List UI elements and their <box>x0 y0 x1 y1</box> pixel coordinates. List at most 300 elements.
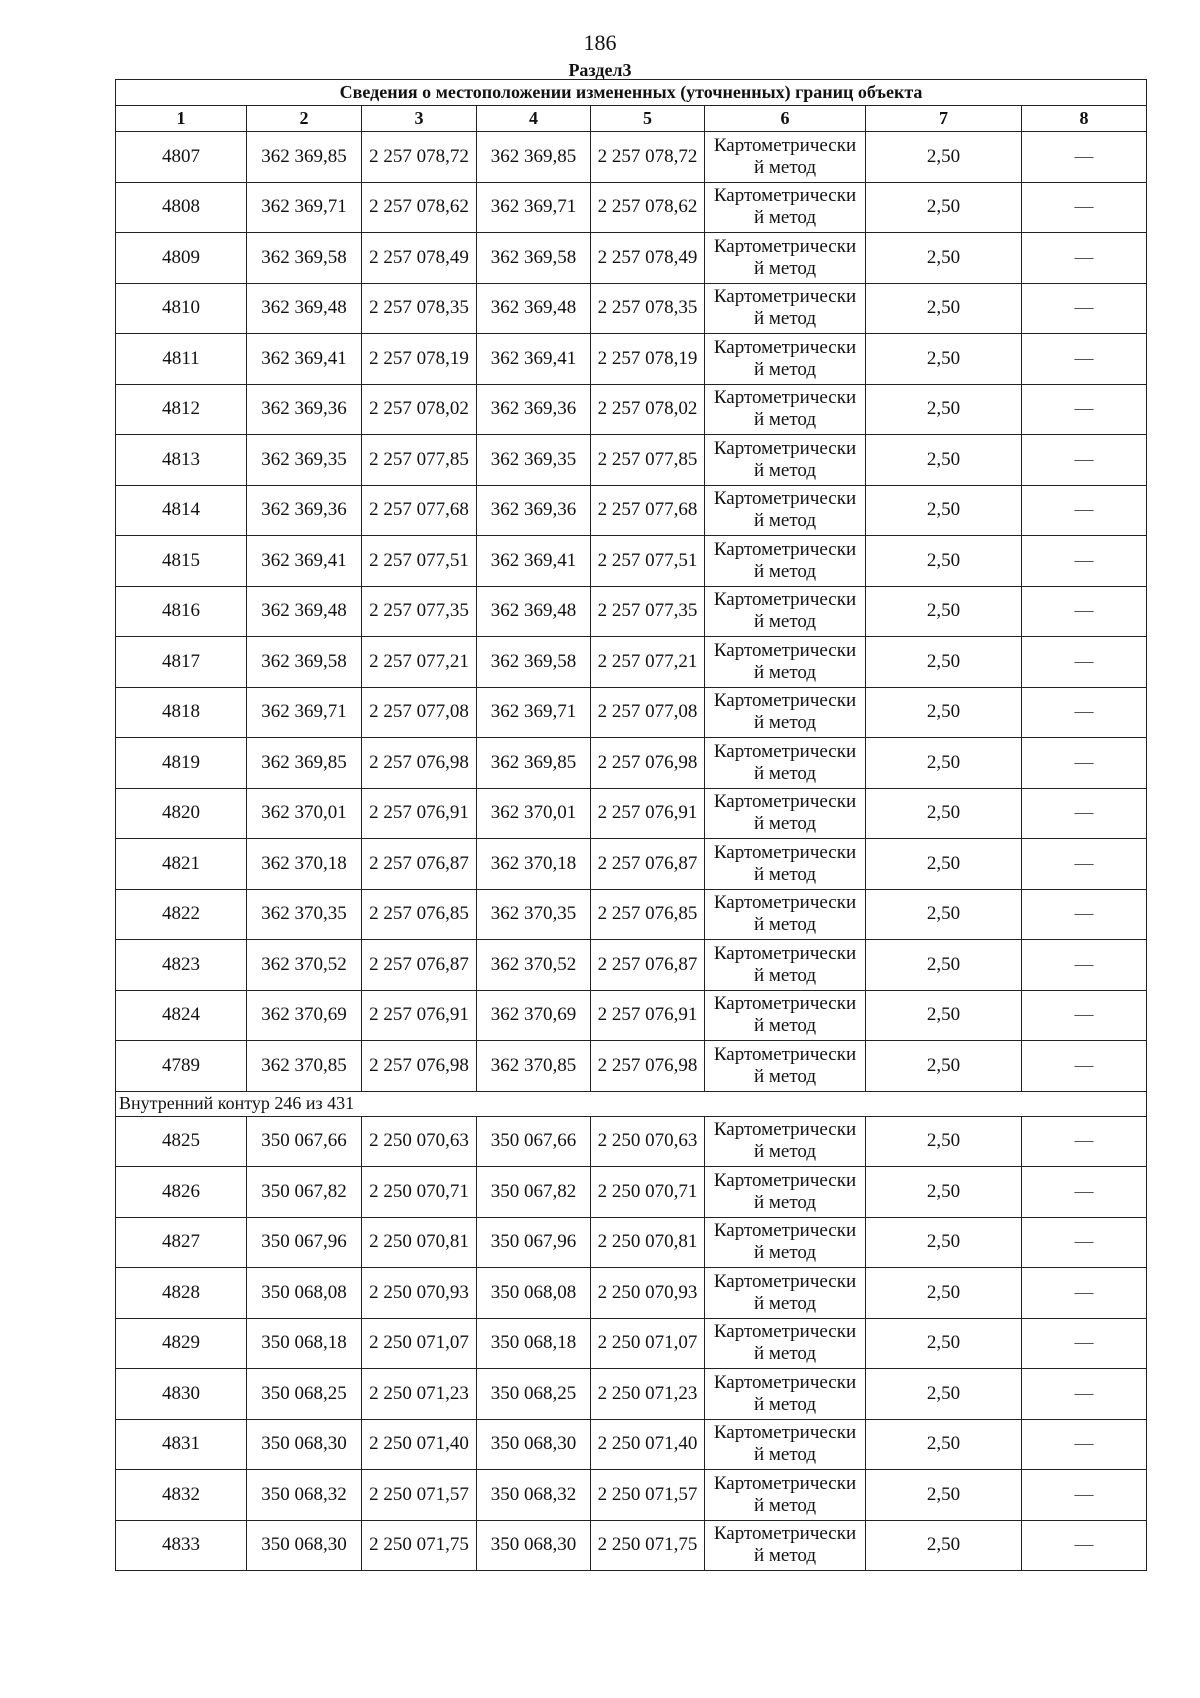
y-old-cell: 2 257 078,62 <box>362 182 477 233</box>
y-old-cell: 2 257 076,91 <box>362 788 477 839</box>
method-line: Картометрически <box>713 589 857 611</box>
y-old-cell: 2 257 076,98 <box>362 1041 477 1092</box>
x-old-cell: 362 370,69 <box>247 990 362 1041</box>
table-row <box>116 182 1147 233</box>
table-row <box>116 1041 1147 1092</box>
table-row <box>116 384 1147 435</box>
accuracy-cell: 2,50 <box>866 132 1022 183</box>
description-cell: — <box>1022 283 1147 334</box>
point-number-cell: 4810 <box>116 283 247 334</box>
table-row <box>116 233 1147 284</box>
point-number-cell: 4823 <box>116 940 247 991</box>
method-line: Картометрически <box>713 387 857 409</box>
table-row <box>116 1318 1147 1369</box>
table-row <box>116 940 1147 991</box>
accuracy-cell: 2,50 <box>866 1217 1022 1268</box>
description-cell: — <box>1022 536 1147 587</box>
method-cell <box>705 839 866 890</box>
description-cell: — <box>1022 384 1147 435</box>
x-old-cell: 350 067,66 <box>247 1116 362 1167</box>
x-old-cell: 362 369,85 <box>247 738 362 789</box>
method-cell <box>705 990 866 1041</box>
method-line: Картометрически <box>713 1169 857 1191</box>
method-line: Картометрически <box>713 134 857 156</box>
accuracy-cell: 2,50 <box>866 1419 1022 1470</box>
y-old-cell: 2 257 078,72 <box>362 132 477 183</box>
method-line: Картометрически <box>713 791 857 813</box>
table-row <box>116 990 1147 1041</box>
accuracy-cell: 2,50 <box>866 1318 1022 1369</box>
method-line: й метод <box>753 611 817 633</box>
method-cell <box>705 485 866 536</box>
x-new-cell: 362 369,48 <box>477 283 591 334</box>
method-line: Картометрически <box>713 1371 857 1393</box>
description-cell: — <box>1022 687 1147 738</box>
column-number: 7 <box>866 106 1022 132</box>
point-number-cell: 4812 <box>116 384 247 435</box>
method-line: Картометрически <box>713 993 857 1015</box>
point-number-cell: 4826 <box>116 1167 247 1218</box>
description-cell: — <box>1022 738 1147 789</box>
point-number-cell: 4809 <box>116 233 247 284</box>
x-new-cell: 350 068,30 <box>477 1520 591 1571</box>
method-cell <box>705 283 866 334</box>
accuracy-cell: 2,50 <box>866 687 1022 738</box>
x-new-cell: 362 370,52 <box>477 940 591 991</box>
x-new-cell: 362 369,48 <box>477 586 591 637</box>
y-new-cell: 2 257 076,87 <box>591 839 705 890</box>
method-cell <box>705 182 866 233</box>
table-row <box>116 536 1147 587</box>
y-new-cell: 2 250 070,63 <box>591 1116 705 1167</box>
point-number-cell: 4811 <box>116 334 247 385</box>
method-line: й метод <box>753 156 817 178</box>
y-old-cell: 2 250 070,93 <box>362 1268 477 1319</box>
x-new-cell: 362 369,71 <box>477 182 591 233</box>
y-old-cell: 2 257 078,02 <box>362 384 477 435</box>
x-old-cell: 362 369,71 <box>247 182 362 233</box>
point-number-cell: 4831 <box>116 1419 247 1470</box>
point-number-cell: 4820 <box>116 788 247 839</box>
table-row <box>116 435 1147 486</box>
method-cell <box>705 940 866 991</box>
x-old-cell: 362 370,18 <box>247 839 362 890</box>
x-new-cell: 362 369,35 <box>477 435 591 486</box>
table-row <box>116 283 1147 334</box>
accuracy-cell: 2,50 <box>866 384 1022 435</box>
y-old-cell: 2 257 077,85 <box>362 435 477 486</box>
description-cell: — <box>1022 1419 1147 1470</box>
x-old-cell: 350 068,25 <box>247 1369 362 1420</box>
method-cell <box>705 132 866 183</box>
method-line: й метод <box>753 510 817 532</box>
column-number: 2 <box>247 106 362 132</box>
method-cell <box>705 435 866 486</box>
x-old-cell: 350 068,30 <box>247 1520 362 1571</box>
y-old-cell: 2 250 071,23 <box>362 1369 477 1420</box>
table-row <box>116 1419 1147 1470</box>
y-new-cell: 2 257 077,35 <box>591 586 705 637</box>
method-cell <box>705 1041 866 1092</box>
method-line: й метод <box>753 560 817 582</box>
accuracy-cell: 2,50 <box>866 940 1022 991</box>
table-row <box>116 1217 1147 1268</box>
accuracy-cell: 2,50 <box>866 435 1022 486</box>
y-old-cell: 2 257 077,51 <box>362 536 477 587</box>
method-line: й метод <box>753 1065 817 1087</box>
contour-label: Внутренний контур 246 из 431 <box>116 1091 1147 1116</box>
method-cell <box>705 586 866 637</box>
accuracy-cell: 2,50 <box>866 283 1022 334</box>
method-line: Картометрически <box>713 336 857 358</box>
y-old-cell: 2 257 076,91 <box>362 990 477 1041</box>
x-old-cell: 350 067,96 <box>247 1217 362 1268</box>
table-row <box>116 889 1147 940</box>
column-number: 8 <box>1022 106 1147 132</box>
y-new-cell: 2 257 078,19 <box>591 334 705 385</box>
method-cell <box>705 788 866 839</box>
x-old-cell: 362 369,85 <box>247 132 362 183</box>
table-row <box>116 687 1147 738</box>
method-cell <box>705 1419 866 1470</box>
method-line: й метод <box>753 762 817 784</box>
method-line: й метод <box>753 358 817 380</box>
y-new-cell: 2 250 071,75 <box>591 1520 705 1571</box>
description-cell: — <box>1022 1116 1147 1167</box>
table-row <box>116 738 1147 789</box>
method-line: й метод <box>753 813 817 835</box>
x-new-cell: 362 369,58 <box>477 637 591 688</box>
table-row <box>116 485 1147 536</box>
y-old-cell: 2 257 077,08 <box>362 687 477 738</box>
y-new-cell: 2 257 078,35 <box>591 283 705 334</box>
method-line: Картометрически <box>713 185 857 207</box>
y-new-cell: 2 257 078,02 <box>591 384 705 435</box>
method-line: Картометрически <box>713 690 857 712</box>
x-new-cell: 362 369,58 <box>477 233 591 284</box>
method-cell <box>705 637 866 688</box>
table-row <box>116 586 1147 637</box>
accuracy-cell: 2,50 <box>866 889 1022 940</box>
y-new-cell: 2 257 078,72 <box>591 132 705 183</box>
x-new-cell: 350 068,25 <box>477 1369 591 1420</box>
method-line: й метод <box>753 1141 817 1163</box>
point-number-cell: 4807 <box>116 132 247 183</box>
y-old-cell: 2 257 077,21 <box>362 637 477 688</box>
method-cell <box>705 1520 866 1571</box>
point-number-cell: 4815 <box>116 536 247 587</box>
y-new-cell: 2 250 070,93 <box>591 1268 705 1319</box>
point-number-cell: 4816 <box>116 586 247 637</box>
table-row <box>116 1470 1147 1521</box>
method-line: Картометрически <box>713 1270 857 1292</box>
description-cell: — <box>1022 334 1147 385</box>
x-old-cell: 350 068,32 <box>247 1470 362 1521</box>
accuracy-cell: 2,50 <box>866 1041 1022 1092</box>
description-cell: — <box>1022 1167 1147 1218</box>
y-old-cell: 2 257 076,98 <box>362 738 477 789</box>
table-row <box>116 637 1147 688</box>
accuracy-cell: 2,50 <box>866 1167 1022 1218</box>
x-old-cell: 362 370,85 <box>247 1041 362 1092</box>
accuracy-cell: 2,50 <box>866 586 1022 637</box>
x-old-cell: 362 369,41 <box>247 536 362 587</box>
method-line: й метод <box>753 661 817 683</box>
description-cell: — <box>1022 435 1147 486</box>
method-line: й метод <box>753 712 817 734</box>
description-cell: — <box>1022 233 1147 284</box>
y-old-cell: 2 250 070,63 <box>362 1116 477 1167</box>
description-cell: — <box>1022 1369 1147 1420</box>
x-new-cell: 362 370,18 <box>477 839 591 890</box>
x-new-cell: 350 068,32 <box>477 1470 591 1521</box>
y-new-cell: 2 257 077,85 <box>591 435 705 486</box>
table-row <box>116 132 1147 183</box>
y-old-cell: 2 250 070,81 <box>362 1217 477 1268</box>
method-line: й метод <box>753 1494 817 1516</box>
table-title: Сведения о местоположении измененных (уточненных) границ объекта <box>116 80 1147 106</box>
method-cell <box>705 1217 866 1268</box>
accuracy-cell: 2,50 <box>866 1116 1022 1167</box>
table-row <box>116 1116 1147 1167</box>
description-cell: — <box>1022 1318 1147 1369</box>
column-number: 6 <box>705 106 866 132</box>
x-old-cell: 362 369,48 <box>247 283 362 334</box>
y-new-cell: 2 250 071,07 <box>591 1318 705 1369</box>
method-line: Картометрически <box>713 1321 857 1343</box>
method-line: й метод <box>753 1343 817 1365</box>
point-number-cell: 4817 <box>116 637 247 688</box>
accuracy-cell: 2,50 <box>866 1520 1022 1571</box>
method-cell <box>705 1318 866 1369</box>
accuracy-cell: 2,50 <box>866 182 1022 233</box>
method-line: й метод <box>753 1444 817 1466</box>
method-cell <box>705 334 866 385</box>
x-old-cell: 362 369,36 <box>247 485 362 536</box>
point-number-cell: 4832 <box>116 1470 247 1521</box>
y-new-cell: 2 257 076,87 <box>591 940 705 991</box>
method-cell <box>705 1116 866 1167</box>
point-number-cell: 4808 <box>116 182 247 233</box>
x-old-cell: 362 370,52 <box>247 940 362 991</box>
section-label: Раздел3 <box>568 60 632 80</box>
x-new-cell: 350 067,66 <box>477 1116 591 1167</box>
table-row <box>116 1268 1147 1319</box>
description-cell: — <box>1022 182 1147 233</box>
point-number-cell: 4821 <box>116 839 247 890</box>
x-old-cell: 362 369,48 <box>247 586 362 637</box>
method-line: й метод <box>753 1292 817 1314</box>
method-line: й метод <box>753 207 817 229</box>
x-new-cell: 362 370,35 <box>477 889 591 940</box>
point-number-cell: 4833 <box>116 1520 247 1571</box>
x-old-cell: 362 369,71 <box>247 687 362 738</box>
method-cell <box>705 1470 866 1521</box>
method-line: й метод <box>753 1242 817 1264</box>
x-old-cell: 350 068,08 <box>247 1268 362 1319</box>
method-line: й метод <box>753 308 817 330</box>
method-line: Картометрически <box>713 437 857 459</box>
method-line: й метод <box>753 257 817 279</box>
point-number-cell: 4827 <box>116 1217 247 1268</box>
description-cell: — <box>1022 586 1147 637</box>
y-new-cell: 2 257 076,98 <box>591 738 705 789</box>
x-new-cell: 350 068,30 <box>477 1419 591 1470</box>
x-new-cell: 362 369,41 <box>477 536 591 587</box>
method-cell <box>705 1369 866 1420</box>
x-old-cell: 362 370,35 <box>247 889 362 940</box>
y-old-cell: 2 257 078,19 <box>362 334 477 385</box>
method-cell <box>705 687 866 738</box>
x-new-cell: 362 369,85 <box>477 738 591 789</box>
y-old-cell: 2 250 071,40 <box>362 1419 477 1470</box>
method-cell <box>705 384 866 435</box>
point-number-cell: 4828 <box>116 1268 247 1319</box>
accuracy-cell: 2,50 <box>866 233 1022 284</box>
method-line: Картометрически <box>713 1043 857 1065</box>
accuracy-cell: 2,50 <box>866 990 1022 1041</box>
table-row <box>116 1520 1147 1571</box>
y-old-cell: 2 257 076,87 <box>362 940 477 991</box>
method-line: Картометрически <box>713 841 857 863</box>
description-cell: — <box>1022 788 1147 839</box>
table-title-row <box>116 80 1147 106</box>
table-row <box>116 1369 1147 1420</box>
accuracy-cell: 2,50 <box>866 839 1022 890</box>
description-cell: — <box>1022 940 1147 991</box>
x-new-cell: 350 068,18 <box>477 1318 591 1369</box>
accuracy-cell: 2,50 <box>866 536 1022 587</box>
method-line: й метод <box>753 863 817 885</box>
y-old-cell: 2 257 076,85 <box>362 889 477 940</box>
accuracy-cell: 2,50 <box>866 637 1022 688</box>
method-line: Картометрически <box>713 1472 857 1494</box>
method-line: й метод <box>753 1393 817 1415</box>
y-new-cell: 2 250 071,57 <box>591 1470 705 1521</box>
table-row <box>116 334 1147 385</box>
column-number: 1 <box>116 106 247 132</box>
x-new-cell: 362 370,69 <box>477 990 591 1041</box>
y-new-cell: 2 257 078,49 <box>591 233 705 284</box>
point-number-cell: 4822 <box>116 889 247 940</box>
x-new-cell: 362 369,41 <box>477 334 591 385</box>
method-line: й метод <box>753 914 817 936</box>
x-new-cell: 362 369,71 <box>477 687 591 738</box>
accuracy-cell: 2,50 <box>866 334 1022 385</box>
y-new-cell: 2 250 071,40 <box>591 1419 705 1470</box>
description-cell: — <box>1022 485 1147 536</box>
description-cell: — <box>1022 1268 1147 1319</box>
x-old-cell: 350 068,18 <box>247 1318 362 1369</box>
y-new-cell: 2 257 078,62 <box>591 182 705 233</box>
point-number-cell: 4814 <box>116 485 247 536</box>
column-number-row <box>116 106 1147 132</box>
contour-label-row <box>116 1091 1147 1116</box>
description-cell: — <box>1022 637 1147 688</box>
y-new-cell: 2 250 070,81 <box>591 1217 705 1268</box>
method-line: Картометрически <box>713 488 857 510</box>
column-number: 5 <box>591 106 705 132</box>
y-new-cell: 2 257 076,91 <box>591 990 705 1041</box>
table-row <box>116 1167 1147 1218</box>
x-new-cell: 350 067,96 <box>477 1217 591 1268</box>
method-line: Картометрически <box>713 235 857 257</box>
y-old-cell: 2 257 076,87 <box>362 839 477 890</box>
point-number-cell: 4789 <box>116 1041 247 1092</box>
accuracy-cell: 2,50 <box>866 1470 1022 1521</box>
column-number: 4 <box>477 106 591 132</box>
accuracy-cell: 2,50 <box>866 738 1022 789</box>
method-line: Картометрически <box>713 286 857 308</box>
x-old-cell: 362 369,36 <box>247 384 362 435</box>
method-line: й метод <box>753 1015 817 1037</box>
point-number-cell: 4813 <box>116 435 247 486</box>
coordinates-table <box>115 79 1147 1571</box>
method-line: й метод <box>753 1545 817 1567</box>
y-new-cell: 2 257 076,98 <box>591 1041 705 1092</box>
y-new-cell: 2 257 077,68 <box>591 485 705 536</box>
x-new-cell: 350 067,82 <box>477 1167 591 1218</box>
method-line: Картометрически <box>713 538 857 560</box>
x-old-cell: 362 370,01 <box>247 788 362 839</box>
description-cell: — <box>1022 132 1147 183</box>
description-cell: — <box>1022 889 1147 940</box>
y-old-cell: 2 257 077,35 <box>362 586 477 637</box>
y-old-cell: 2 257 078,35 <box>362 283 477 334</box>
x-new-cell: 362 370,85 <box>477 1041 591 1092</box>
y-old-cell: 2 250 071,57 <box>362 1470 477 1521</box>
method-line: Картометрически <box>713 1220 857 1242</box>
method-cell <box>705 1167 866 1218</box>
y-new-cell: 2 257 077,08 <box>591 687 705 738</box>
x-old-cell: 362 369,35 <box>247 435 362 486</box>
point-number-cell: 4824 <box>116 990 247 1041</box>
y-old-cell: 2 257 078,49 <box>362 233 477 284</box>
y-new-cell: 2 250 071,23 <box>591 1369 705 1420</box>
method-line: Картометрически <box>713 1119 857 1141</box>
x-old-cell: 362 369,58 <box>247 233 362 284</box>
x-new-cell: 362 370,01 <box>477 788 591 839</box>
point-number-cell: 4819 <box>116 738 247 789</box>
table-row <box>116 839 1147 890</box>
y-new-cell: 2 257 077,21 <box>591 637 705 688</box>
y-old-cell: 2 250 071,75 <box>362 1520 477 1571</box>
y-new-cell: 2 257 076,85 <box>591 889 705 940</box>
x-old-cell: 362 369,41 <box>247 334 362 385</box>
method-line: Картометрически <box>713 740 857 762</box>
description-cell: — <box>1022 839 1147 890</box>
description-cell: — <box>1022 1041 1147 1092</box>
accuracy-cell: 2,50 <box>866 788 1022 839</box>
y-new-cell: 2 257 076,91 <box>591 788 705 839</box>
method-line: й метод <box>753 459 817 481</box>
method-line: Картометрически <box>713 1422 857 1444</box>
column-number: 3 <box>362 106 477 132</box>
method-cell <box>705 1268 866 1319</box>
x-new-cell: 362 369,36 <box>477 485 591 536</box>
point-number-cell: 4829 <box>116 1318 247 1369</box>
y-new-cell: 2 250 070,71 <box>591 1167 705 1218</box>
accuracy-cell: 2,50 <box>866 1268 1022 1319</box>
y-new-cell: 2 257 077,51 <box>591 536 705 587</box>
accuracy-cell: 2,50 <box>866 1369 1022 1420</box>
method-line: Картометрически <box>713 1523 857 1545</box>
x-old-cell: 350 067,82 <box>247 1167 362 1218</box>
point-number-cell: 4825 <box>116 1116 247 1167</box>
y-old-cell: 2 257 077,68 <box>362 485 477 536</box>
method-line: й метод <box>753 1191 817 1213</box>
method-line: Картометрически <box>713 892 857 914</box>
